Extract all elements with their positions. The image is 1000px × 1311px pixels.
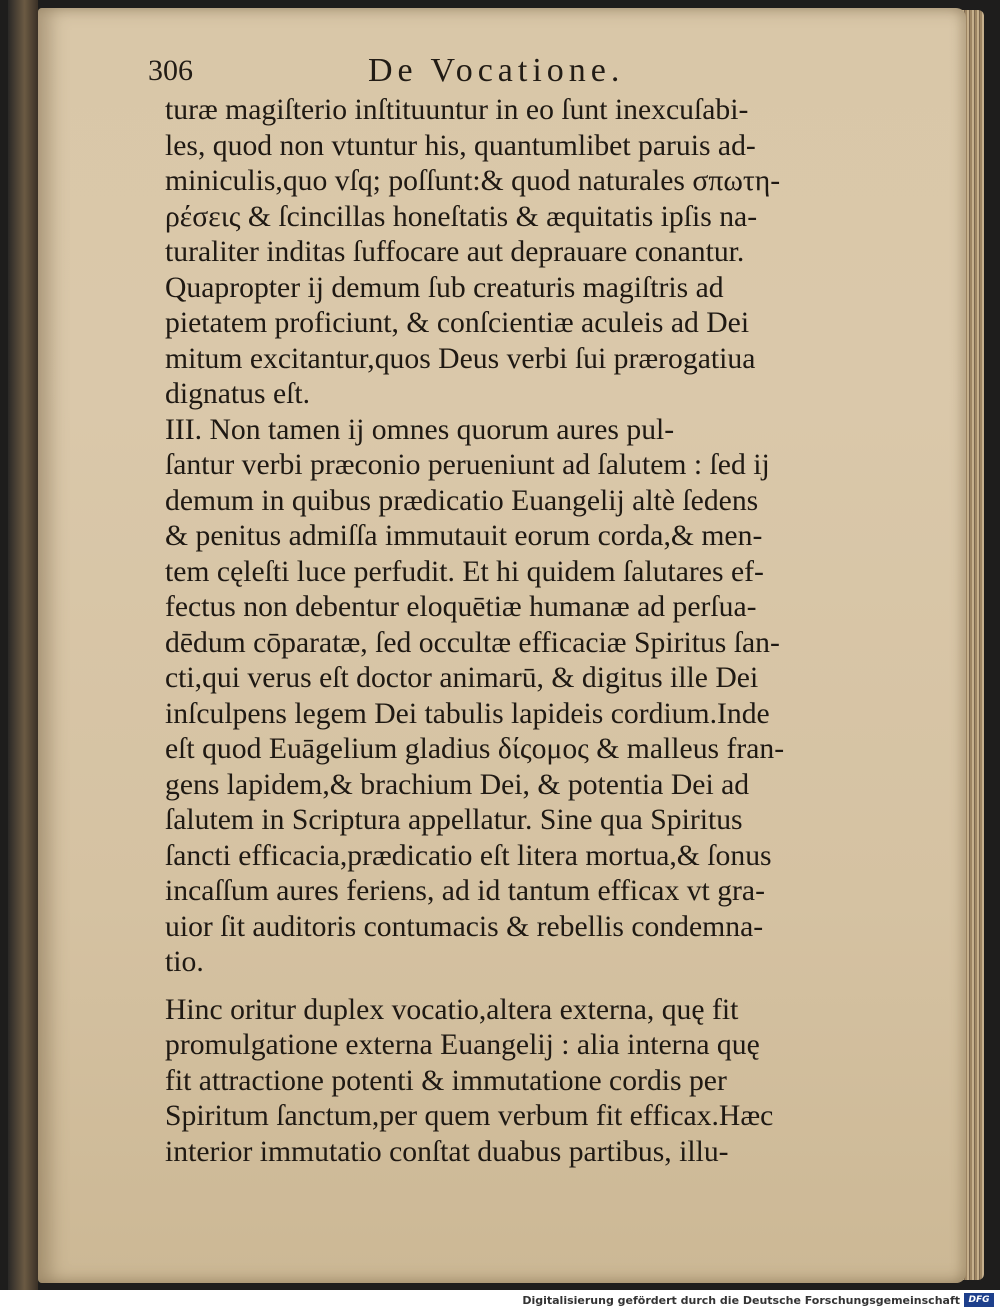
footer-bar (0, 1290, 1000, 1311)
text-line: promulgatione externa Euangelij : alia interna quę (165, 1028, 760, 1061)
text-line: gens lapidem,& brachium Dei, & potentia Dei ad (165, 767, 750, 801)
text-line: fectus non debentur eloquētiæ humanæ ad perſua- (165, 590, 757, 623)
text-line: les, quod non vtuntur his, quantumlibet paruis ad- (165, 128, 756, 162)
text-line: turaliter inditas ſuffocare aut deprauare conantur. (165, 235, 745, 268)
text-line: incaſſum aures feriens, ad id tantum efficax vt gra- (165, 874, 765, 907)
text-line: interior immutatio conſtat duabus partibus, illu- (165, 1134, 729, 1168)
funding-credit: Digitalisierung gefördert durch die Deutsche Forschungsgemeinschaft (522, 1294, 960, 1307)
text-line: pietatem proficiunt, & conſcientiæ aculeis ad Dei (165, 306, 750, 339)
text-line: ρέσεις & ſcincillas honeſtatis & æquitatis ipſis na- (165, 199, 758, 233)
running-title: De Vocatione. (368, 52, 625, 89)
text-line: uior ſit auditoris contumacis & rebellis condemna- (165, 909, 764, 943)
page-header (128, 48, 848, 96)
text-line: demum in quibus prædicatio Euangelij altè ſedens (165, 483, 759, 517)
paragraph-2 (165, 992, 885, 1170)
body-text (165, 92, 885, 1169)
dfg-logo: DFG (964, 1293, 994, 1307)
text-line: ſancti efficacia,prædicatio eſt litera mortua,& ſonus (165, 838, 772, 872)
page-number: 306 (148, 54, 193, 87)
text-line: tem cęleſti luce perfudit. Et hi quidem ſalutares ef- (165, 554, 764, 588)
text-line: & penitus admiſſa immutauit eorum corda,& men- (165, 519, 763, 552)
text-line: tio. (165, 945, 204, 978)
text-line: Quapropter ij demum ſub creaturis magiſtris ad (165, 270, 724, 304)
text-line: dignatus eſt. (165, 377, 311, 410)
text-line: cti,qui verus eſt doctor animarū, & digitus ille Dei (165, 661, 759, 694)
text-line: Hinc oritur duplex vocatio,altera externa, quę fit (165, 992, 739, 1026)
text-line: Spiritum ſanctum,per quem verbum fit efficax.Hæc (165, 1099, 774, 1132)
text-line: mitum excitantur,quos Deus verbi ſui prærogatiua (165, 341, 756, 375)
text-line: miniculis,quo vſq; poſſunt:& quod naturales σπωτη- (165, 164, 781, 197)
text-line: III. Non tamen ij omnes quorum aures pul- (165, 412, 675, 446)
text-line: dēdum cōparatæ, ſed occultæ efficaciæ Spiritus ſan- (165, 625, 780, 659)
binding-edge (8, 0, 38, 1290)
text-line: fit attractione potenti & immutatione cordis per (165, 1063, 727, 1097)
paragraph-1 (165, 92, 885, 980)
text-line: eſt quod Euāgelium gladius δίςομος & malleus fran- (165, 732, 785, 765)
text-line: inſculpens legem Dei tabulis lapideis cordium.Inde (165, 696, 770, 730)
text-line: ſantur verbi præconio perueniunt ad ſalutem : ſed ij (165, 448, 770, 481)
text-line: turæ magiſterio inſtituuntur in eo ſunt inexcuſabi- (165, 93, 749, 126)
text-line: ſalutem in Scriptura appellatur. Sine qua Spiritus (165, 803, 743, 836)
